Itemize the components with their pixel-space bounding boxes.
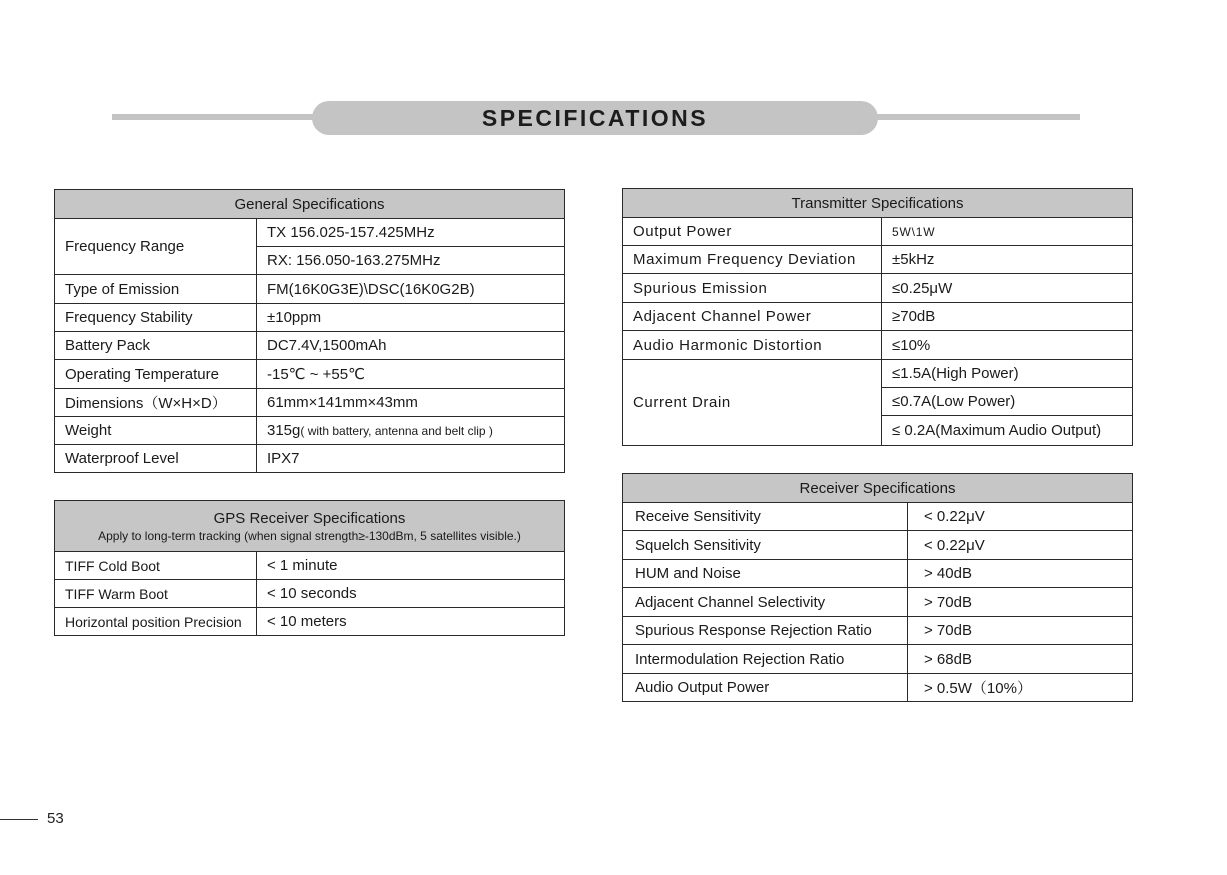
spec-label: Maximum Frequency Deviation <box>623 246 882 274</box>
gps-specifications-table <box>54 500 565 636</box>
spec-label: Battery Pack <box>55 332 257 360</box>
spec-label: HUM and Noise <box>623 560 908 588</box>
spec-value: < 0.22μV <box>908 503 1133 531</box>
spec-value: DC7.4V,1500mAh <box>257 332 565 360</box>
spec-value: ±5kHz <box>882 246 1133 274</box>
table-row <box>623 560 1133 588</box>
current-drain-audio: ≤ 0.2A(Maximum Audio Output) <box>882 416 1133 446</box>
table-row <box>623 303 1133 331</box>
spec-value: < 1 minute <box>257 552 565 580</box>
spec-label: Output Power <box>623 218 882 246</box>
table-row <box>623 588 1133 617</box>
table-row <box>623 531 1133 560</box>
general-specifications-table <box>54 189 565 473</box>
spec-label: TIFF Warm Boot <box>55 580 257 608</box>
current-drain-low: ≤0.7A(Low Power) <box>882 388 1133 416</box>
spec-label: Receive Sensitivity <box>623 503 908 531</box>
spec-value: > 40dB <box>908 560 1133 588</box>
receiver-table-header: Receiver Specifications <box>623 474 1133 503</box>
spec-label: Type of Emission <box>55 275 257 304</box>
spec-label: Spurious Response Rejection Ratio <box>623 617 908 645</box>
gps-header-title: GPS Receiver Specifications <box>213 509 406 527</box>
spec-label: Operating Temperature <box>55 360 257 389</box>
frequency-range-label: Frequency Range <box>55 219 257 275</box>
transmitter-table-header: Transmitter Specifications <box>623 189 1133 218</box>
table-row <box>623 674 1133 702</box>
spec-value: < 10 seconds <box>257 580 565 608</box>
table-row <box>623 246 1133 274</box>
weight-label: Weight <box>55 417 257 445</box>
current-drain-high: ≤1.5A(High Power) <box>882 360 1133 388</box>
weight-note: ( with battery, antenna and belt clip ) <box>300 424 493 438</box>
spec-value: < 0.22μV <box>908 531 1133 560</box>
spec-label: Audio Harmonic Distortion <box>623 331 882 360</box>
page-number: 53 <box>47 810 64 827</box>
table-row <box>55 275 565 304</box>
table-row <box>55 304 565 332</box>
table-row <box>623 503 1133 531</box>
spec-value: 5W\1W <box>882 218 1133 246</box>
spec-value: > 70dB <box>908 588 1133 617</box>
spec-label: Dimensions（W×H×D） <box>55 389 257 417</box>
weight-value <box>257 417 565 445</box>
table-row <box>55 332 565 360</box>
spec-label: Spurious Emission <box>623 274 882 303</box>
spec-label: Horizontal position Precision <box>55 608 257 636</box>
current-drain-label: Current Drain <box>623 360 882 446</box>
spec-value: ±10ppm <box>257 304 565 332</box>
spec-label: Audio Output Power <box>623 674 908 702</box>
spec-label: Adjacent Channel Power <box>623 303 882 331</box>
spec-value: ≤10% <box>882 331 1133 360</box>
spec-value: ≥70dB <box>882 303 1133 331</box>
spec-value: < 10 meters <box>257 608 565 636</box>
spec-label: Frequency Stability <box>55 304 257 332</box>
general-table-header: General Specifications <box>55 190 565 219</box>
weight-number: 315g <box>267 422 301 439</box>
frequency-tx-value: TX 156.025-157.425MHz <box>257 219 565 247</box>
spec-value: FM(16K0G3E)\DSC(16K0G2B) <box>257 275 565 304</box>
table-row <box>623 331 1133 360</box>
gps-header-note: Apply to long-term tracking (when signal strength≥-130dBm, 5 satellites visible.) <box>98 528 521 543</box>
table-row <box>55 445 565 473</box>
spec-label: TIFF Cold Boot <box>55 552 257 580</box>
table-row <box>55 580 565 608</box>
page-title: SPECIFICATIONS <box>312 101 878 135</box>
frequency-rx-value: RX: 156.050-163.275MHz <box>257 247 565 275</box>
spec-value: > 70dB <box>908 617 1133 645</box>
spec-label: Adjacent Channel Selectivity <box>623 588 908 617</box>
spec-value: -15℃ ~ +55℃ <box>257 360 565 389</box>
receiver-specifications-table <box>622 473 1133 702</box>
table-row <box>55 552 565 580</box>
spec-label: Intermodulation Rejection Ratio <box>623 645 908 674</box>
spec-value: 61mm×141mm×43mm <box>257 389 565 417</box>
gps-table-header <box>55 501 565 552</box>
table-row <box>55 608 565 636</box>
table-row <box>55 389 565 417</box>
table-row <box>623 617 1133 645</box>
waterproof-label: Waterproof Level <box>55 445 257 473</box>
table-row <box>55 417 565 445</box>
table-row <box>623 645 1133 674</box>
transmitter-specifications-table <box>622 188 1133 446</box>
spec-label: Squelch Sensitivity <box>623 531 908 560</box>
table-row <box>55 360 565 389</box>
waterproof-value: IPX7 <box>257 445 565 473</box>
spec-value: ≤0.25μW <box>882 274 1133 303</box>
page-number-rule <box>0 819 38 820</box>
table-row <box>623 218 1133 246</box>
spec-value: > 0.5W（10%） <box>908 674 1133 702</box>
spec-value: > 68dB <box>908 645 1133 674</box>
table-row <box>623 274 1133 303</box>
